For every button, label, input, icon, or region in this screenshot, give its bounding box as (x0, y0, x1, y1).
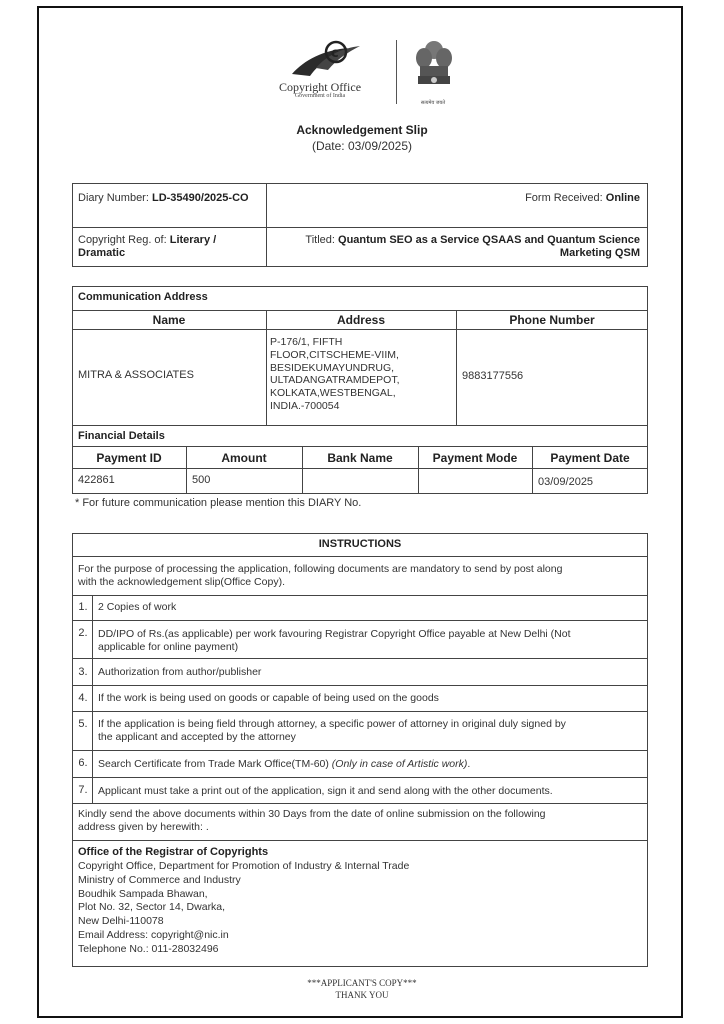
instruction-line: DD/IPO of Rs.(as applicable) per work favouring Registrar Copyright Office payable at New Delhi (Not (98, 628, 571, 640)
diary-note: * For future communication please mention this DIARY No. (75, 497, 362, 509)
col-name: Name (152, 313, 186, 327)
form-value: Online (605, 192, 640, 204)
instr-divider-4 (72, 685, 648, 686)
instruction-item: If the work is being used on goods or capable of being used on the goods (98, 692, 439, 704)
fin-header-divider (72, 468, 648, 469)
instruction-item (98, 718, 646, 744)
copyright-office-logo-icon (286, 38, 366, 80)
instruction-italic: (Only in case of Artistic work) (331, 758, 468, 770)
instruction-line: the applicant and accepted by the attorney (98, 731, 296, 743)
closing-line: address given by herewith: . (78, 821, 209, 833)
instr-divider-6 (72, 750, 648, 751)
instruction-item (98, 758, 470, 771)
address-line: ULTADANGATRAMDEPOT, (270, 374, 400, 387)
col-address: Address (336, 313, 386, 327)
instruction-end: . (467, 758, 471, 770)
fin-col-divider-3 (418, 446, 419, 494)
comm-phone: 9883177556 (462, 370, 524, 382)
reg-label: Copyright Reg. of: (78, 234, 170, 246)
registrar-line: Boudhik Sampada Bhawan, (78, 887, 208, 900)
instr-divider-2 (72, 620, 648, 621)
comm-header-divider (72, 329, 648, 330)
address-line: BESIDEKUMAYUNDRUG, (270, 361, 395, 374)
comm-heading-divider (72, 310, 648, 311)
registrar-line: Telephone No.: 011-28032496 (78, 942, 219, 955)
financial-divider (72, 425, 648, 426)
copyright-reg (78, 234, 258, 260)
national-emblem-icon (414, 36, 454, 100)
org-name: Copyright Office (278, 80, 362, 94)
titled-value: Quantum SEO as a Service QSAAS and Quantum Science Marketing QSM (338, 234, 640, 259)
diary-value: LD-35490/2025-CO (151, 192, 249, 204)
footer-thanks: THANK YOU (335, 990, 389, 1000)
instr-divider-9 (72, 840, 648, 841)
col-payment-mode: Payment Mode (432, 451, 518, 465)
page-title: Acknowledgement Slip (296, 123, 428, 137)
payment-date-value: 03/09/2025 (538, 476, 594, 488)
instr-num-col-divider (92, 595, 93, 803)
financial-heading: Financial Details (78, 430, 165, 442)
comm-col-divider-2 (456, 310, 457, 425)
work-title (290, 234, 640, 260)
item-number: 6. (78, 757, 88, 769)
col-amount: Amount (221, 451, 267, 465)
form-label: Form Received: (525, 192, 606, 204)
registrar-address (78, 860, 644, 957)
instruction-line: applicable for online payment) (98, 641, 239, 653)
comm-name: MITRA & ASSOCIATES (78, 369, 194, 381)
col-phone: Phone Number (509, 313, 595, 327)
form-received (270, 192, 640, 205)
instruction-item (98, 628, 646, 654)
col-payment-date: Payment Date (550, 451, 630, 465)
fin-col-divider-2 (302, 446, 303, 494)
intro-line: For the purpose of processing the application, following documents are mandatory to send by post along (78, 563, 563, 575)
logo-divider (396, 40, 397, 104)
item-number: 4. (78, 692, 88, 704)
closing-line: Kindly send the above documents within 30 Days from the date of online submission on the following (78, 808, 546, 820)
footer-copy: ***APPLICANT'S COPY*** (307, 978, 417, 988)
comm-col-divider-1 (266, 310, 267, 425)
item-number: 1. (78, 601, 88, 613)
instruction-item: Applicant must take a print out of the application, sign it and send along with the other documents. (98, 785, 553, 797)
instruction-text: Search Certificate from Trade Mark Office(TM-60) (98, 758, 332, 770)
diary-label: Diary Number: (78, 192, 152, 204)
payment-id-value: 422861 (78, 474, 115, 486)
summary-col-divider (266, 183, 267, 267)
item-number: 7. (78, 784, 88, 796)
intro-line: with the acknowledgement slip(Office Copy). (78, 576, 285, 588)
diary-number (78, 192, 258, 205)
instruction-line: If the application is being field through attorney, a specific power of attorney in original duly signed by (98, 718, 566, 730)
registrar-line: New Delhi-110078 (78, 915, 164, 928)
registrar-heading: Office of the Registrar of Copyrights (78, 846, 269, 858)
col-bank-name: Bank Name (327, 451, 393, 465)
fin-col-divider-1 (186, 446, 187, 494)
reg-value: Literary / Dramatic (78, 234, 217, 259)
amount-value: 500 (192, 474, 211, 486)
svg-text:c: c (331, 46, 339, 61)
registrar-line: Ministry of Commerce and Industry (78, 873, 241, 886)
emblem-caption: सत्यमेव जयते (420, 100, 446, 106)
slip-date: (Date: 03/09/2025) (311, 139, 413, 153)
address-line: INDIA.-700054 (270, 399, 340, 412)
fin-heading-divider (72, 446, 648, 447)
registrar-line: Plot No. 32, Sector 14, Dwarka, (78, 901, 226, 914)
registrar-line: Copyright Office, Department for Promotion of Industry & Internal Trade (78, 860, 410, 872)
address-line: KOLKATA,WESTBENGAL, (270, 387, 396, 400)
instr-divider-3 (72, 658, 648, 659)
instructions-heading: INSTRUCTIONS (318, 538, 402, 550)
instr-divider-8 (72, 803, 648, 804)
col-payment-id: Payment ID (96, 451, 162, 465)
instruction-item: Authorization from author/publisher (98, 666, 262, 678)
comm-address (270, 336, 450, 413)
fin-col-divider-4 (532, 446, 533, 494)
org-sub: Government of India (294, 93, 346, 99)
summary-divider (72, 227, 648, 228)
instr-divider-0 (72, 556, 648, 557)
item-number: 2. (78, 627, 88, 639)
communication-heading: Communication Address (78, 291, 208, 303)
instr-divider-1 (72, 595, 648, 596)
instr-divider-5 (72, 711, 648, 712)
instruction-item: 2 Copies of work (98, 601, 177, 613)
registrar-line: Email Address: copyright@nic.in (78, 928, 229, 941)
instructions-closing (78, 808, 644, 834)
instructions-intro (78, 563, 644, 589)
instr-divider-7 (72, 777, 648, 778)
address-line: FLOOR,CITSCHEME-VIIM, (270, 348, 399, 361)
address-line: P-176/1, FIFTH (270, 336, 343, 348)
item-number: 3. (78, 666, 88, 678)
item-number: 5. (78, 718, 88, 730)
titled-label: Titled: (305, 234, 339, 246)
header-logo (258, 34, 468, 108)
